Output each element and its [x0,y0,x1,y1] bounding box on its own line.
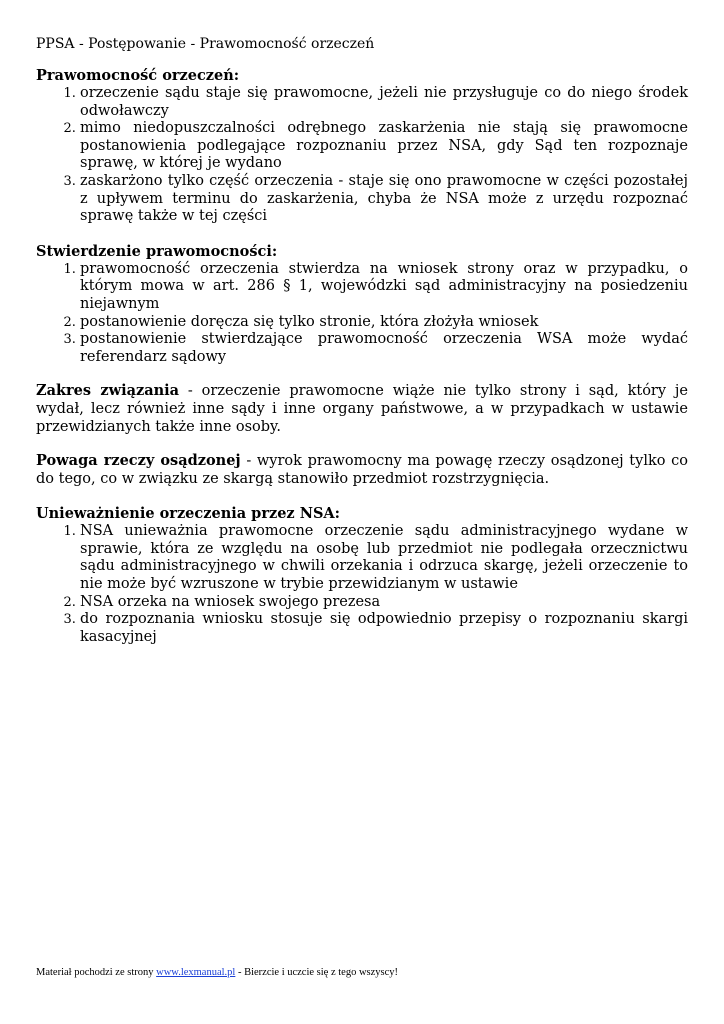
list-item: 1. orzeczenie sądu staje się prawomocne, jeżeli nie przysługuje co do niego środek odwoławczy [80,85,688,120]
list-item: 1. NSA unieważnia prawomocne orzeczenie sądu administracyjnego wydane w sprawie, która ze względu na osobę lub przedmiot nie podlegała orzecznictwu sądu administracyjnego w chwili orzekania i odrzuca skargę, jeżeli orzeczenie to nie może być wzruszone w trybie przewidzianym w ustawie [80,523,688,593]
list-item: 1. prawomocność orzeczenia stwierdza na wniosek strony oraz w przypadku, o którym mowa w art. 286 § 1, wojewódzki sąd administracyjny na posiedzeniu niejawnym [80,261,688,314]
list-item: 3. do rozpoznania wniosku stosuje się odpowiednio przepisy o rozpoznaniu skargi kasacyjnej [80,611,688,646]
paragraph-text: - wyrok prawomocny ma powagę rzeczy osądzonej tylko co do tego, co w związku ze skargą stanowiło przedmiot rozstrzygnięcia. [36,453,688,487]
footer-link[interactable]: www.lexmanual.pl [156,967,236,978]
page-footer [36,966,398,980]
section-heading: Prawomocność orzeczeń: [36,67,240,84]
paragraph-heading: Zakres związania [36,382,180,400]
section-prawomocnosc [36,66,688,226]
list-item: 3. zaskarżono tylko część orzeczenia - staje się ono prawomocne w części pozostałej z upływem terminu do zaskarżenia, chyba że NSA może z urzędu rozpoznać sprawę także w tej części [80,173,688,226]
paragraph-heading: Powaga rzeczy osądzonej [36,452,241,470]
section-zakres [36,382,688,436]
paragraph [36,452,688,488]
list-item: 3. postanowienie stwierdzające prawomocność orzeczenia WSA może wydać referendarz sądowy [80,331,688,366]
numbered-list [36,523,688,646]
document-page [36,34,688,662]
section-uniewaznienie [36,504,688,646]
section-heading: Stwierdzenie prawomocności: [36,242,278,260]
section-powaga [36,452,688,488]
list-item: 2. NSA orzeka na wniosek swojego prezesa [80,594,688,612]
section-heading: Unieważnienie orzeczenia przez NSA: [36,505,341,523]
section-stwierdzenie [36,242,688,367]
numbered-list [36,261,688,367]
numbered-list [36,85,688,226]
footer-prefix: Materiał pochodzi ze strony [36,967,157,978]
list-item: 2. postanowienie doręcza się tylko stronie, która złożyła wniosek [80,314,688,332]
list-item: 2. mimo niedopuszczalności odrębnego zaskarżenia nie stają się prawomocne postanowienia podlegające rozpoznaniu przez NSA, gdy Sąd ten rozpoznaje sprawę, w której je wydano [80,120,688,173]
document-title: PPSA - Postępowanie - Prawomocność orzeczeń [36,36,375,52]
paragraph [36,382,688,436]
footer-suffix: - Bierzcie i uczcie się z tego wszyscy! [235,967,399,978]
paragraph-text: - orzeczenie prawomocne wiąże nie tylko strony i sąd, który je wydał, lecz również inne sądy i inne organy państwowe, a w przypadkach w ustawie przewidzianych także inne osoby. [36,383,688,435]
